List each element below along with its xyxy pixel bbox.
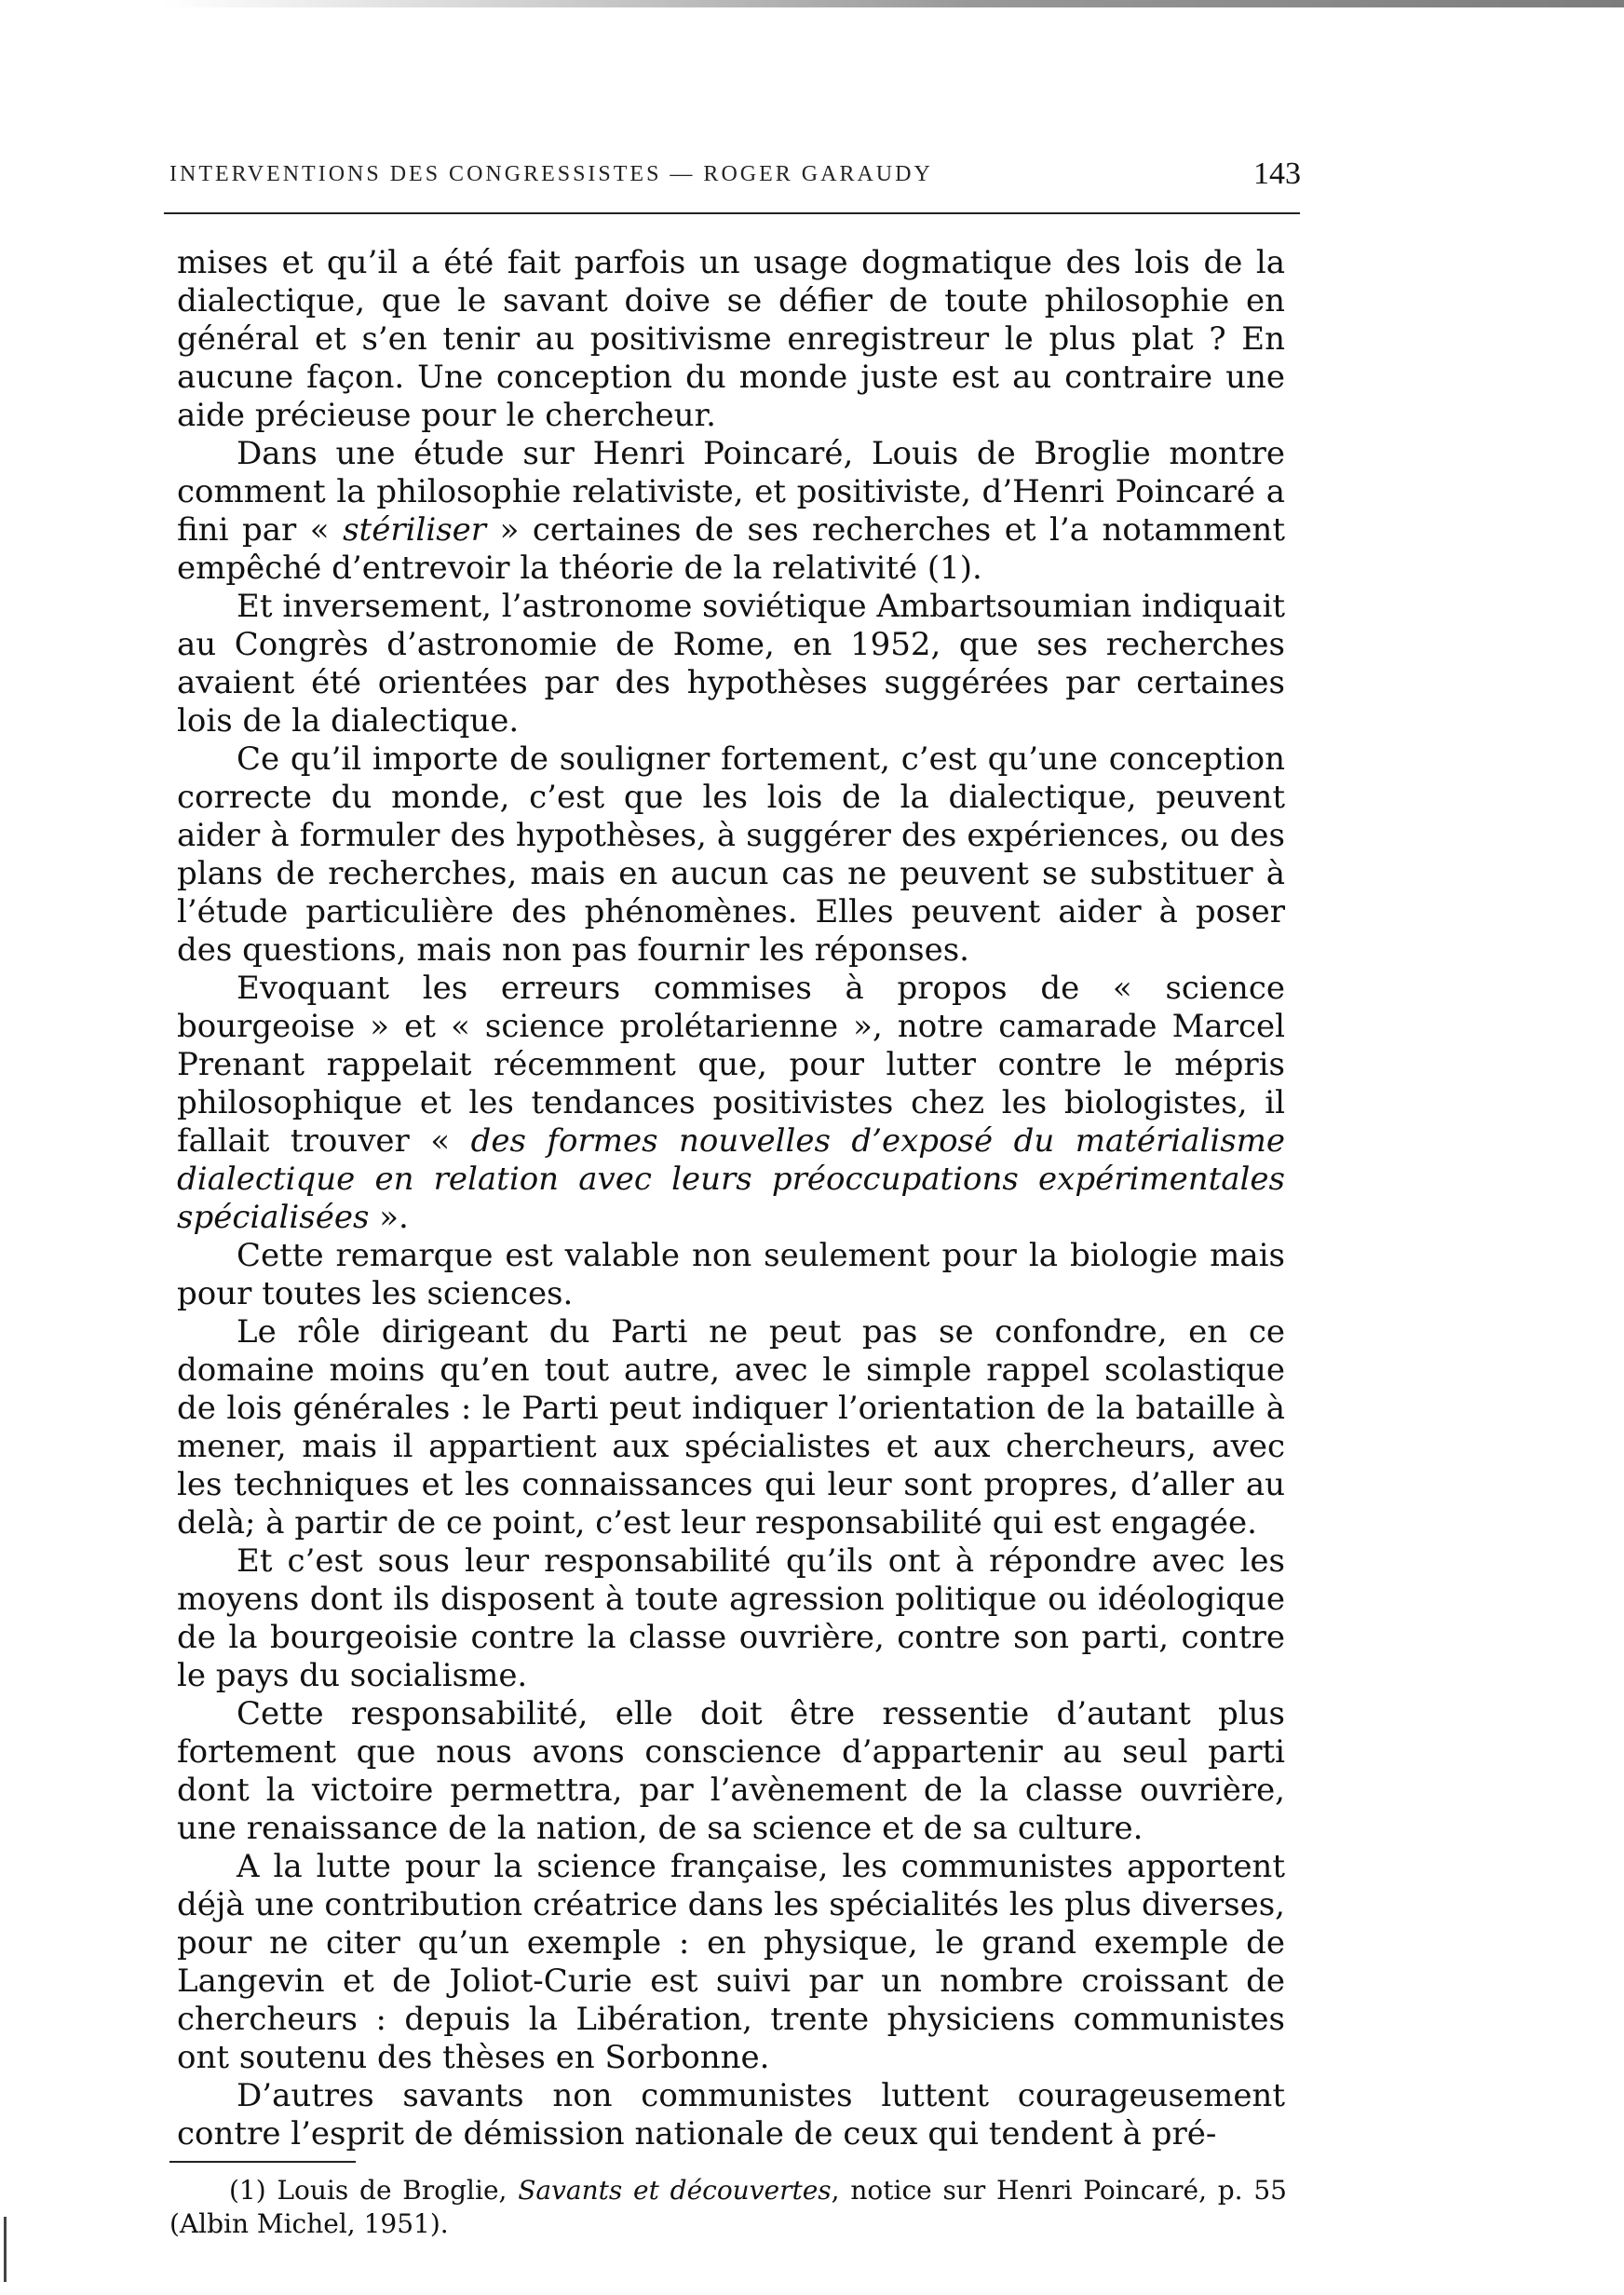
text-run: (1) Louis de Broglie,	[229, 2175, 519, 2206]
text-run: Et inversement, l’astronome soviétique Ambartsoumian indiquait au Congrès d’astronomie de Rome, en 1952, que ses recherches avaient été orientées par des hypothèses suggérées par certaines lois de la dialectique.	[177, 588, 1285, 740]
paragraph	[177, 435, 1285, 588]
text-run: Cette responsabilité, elle doit être ressentie d’autant plus fortement que nous avons conscience d’appartenir au seul parti dont la victoire permettra, par l’avènement de la classe ouvrière, une renaissance de la nation, de sa science et de sa culture.	[177, 1695, 1285, 1847]
footnote-text	[169, 2174, 1287, 2241]
footnote	[169, 2174, 1287, 2241]
text-run: A la lutte pour la science française, les communistes apportent déjà une contribution créatrice dans les spécialités les plus diverses, pour ne citer qu’un exemple : en physique, le grand exemple de Langevin et de Joliot-Curie est suivi par un nombre croissant de chercheurs : depuis la Libération, trente physiciens communistes ont soutenu des thèses en Sorbonne.	[177, 1848, 1285, 2076]
paragraph	[177, 970, 1285, 1237]
running-head: INTERVENTIONS DES CONGRESSISTES — ROGER GARAUDY	[169, 162, 933, 186]
italic-text: des formes nouvelles d’exposé du matérialisme dialectique en relation avec leurs préoccupations expérimentales spécialisées	[177, 1122, 1286, 1236]
paragraph	[177, 1695, 1285, 1848]
paragraph	[177, 1313, 1285, 1542]
text-run: Et c’est sous leur responsabilité qu’ils ont à répondre avec les moyens dont ils disposent à toute agression politique ou idéologique de la bourgeoisie contre la classe ouvrière, contre son parti, contre le pays du socialisme.	[177, 1542, 1285, 1694]
footnote-rule	[169, 2161, 356, 2163]
scan-edge	[0, 0, 1624, 7]
paragraph	[177, 1848, 1285, 2077]
text-run: » certaines de ses recherches et l’a notamment empêché d’entrevoir la théorie de la relativité (1).	[177, 511, 1285, 587]
paragraph	[177, 244, 1285, 435]
text-run: ».	[369, 1199, 409, 1236]
text-run: , notice sur Henri Poincaré, p. 55 (Albin Michel, 1951).	[169, 2175, 1287, 2239]
paragraph	[177, 588, 1285, 740]
page-header	[169, 156, 1301, 209]
text-run: Le rôle dirigeant du Parti ne peut pas se confondre, en ce domaine moins qu’en tout autre, avec le simple rappel scolastique de lois générales : le Parti peut indiquer l’orientation de la bataille à mener, mais il appartient aux spécialistes et aux chercheurs, avec les techniques et les connaissances qui leur sont propres, d’aller au delà; à partir de ce point, c’est leur responsabilité qui est engagée.	[177, 1313, 1285, 1541]
text-run: D’autres savants non communistes luttent courageusement contre l’esprit de démission nationale de ceux qui tendent à pré-	[177, 2077, 1285, 2152]
header-rule	[164, 212, 1300, 214]
italic-text: Savants et découvertes	[518, 2175, 832, 2206]
text-run: Evoquant les erreurs commises à propos de « science bourgeoise » et « science prolétarienne », notre camarade Marcel Prenant rappelait récemment que, pour lutter contre le mépris philosophique et les tendances positivistes chez les biologistes, il fallait trouver «	[177, 970, 1285, 1160]
scan-edge-mark	[4, 2217, 7, 2282]
body-text	[177, 244, 1285, 2153]
text-run: Cette remarque est valable non seulement pour la biologie mais pour toutes les sciences.	[177, 1237, 1285, 1312]
text-run: Dans une étude sur Henri Poincaré, Louis de Broglie montre comment la philosophie relativiste, et positiviste, d’Henri Poincaré a fini par «	[177, 435, 1285, 549]
paragraph	[177, 1542, 1285, 1695]
paragraph	[177, 2077, 1285, 2153]
italic-text: stériliser	[343, 511, 487, 549]
page-number: 143	[1253, 156, 1301, 191]
text-run: Ce qu’il importe de souligner fortement, c’est qu’une conception correcte du monde, c’est que les lois de la dialectique, peuvent aider à formuler des hypothèses, à suggérer des expériences, ou des plans de recherches, mais en aucun cas ne peuvent se substituer à l’étude particulière des phénomènes. Elles peuvent aider à poser des questions, mais non pas fournir les réponses.	[177, 740, 1285, 969]
paragraph	[177, 1237, 1285, 1313]
text-run: mises et qu’il a été fait parfois un usage dogmatique des lois de la dialectique, que le savant doive se défier de toute philosophie en général et s’en tenir au positivisme enregistreur le plus plat ? En aucune façon. Une conception du monde juste est au contraire une aide précieuse pour le chercheur.	[177, 244, 1285, 434]
paragraph	[177, 740, 1285, 970]
